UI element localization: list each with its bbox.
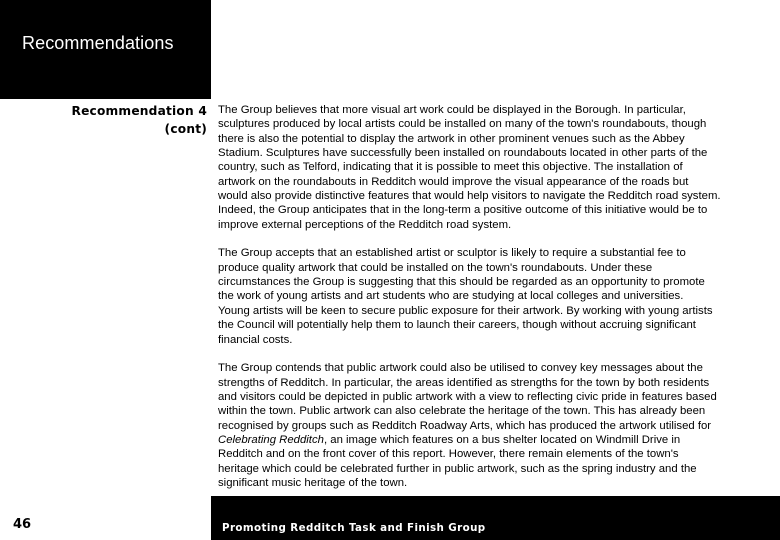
text-line: recognised by groups such as Redditch Roadway Arts, which has produced the artwork utilised for (218, 419, 712, 432)
text-line: Redditch and on the front cover of this report. However, there remain elements of the town's (218, 448, 679, 461)
paragraph-3 (218, 361, 774, 490)
recommendation-label (0, 102, 207, 138)
page-number: 46 (13, 517, 32, 532)
text-line: heritage which could be celebrated further in public artwork, such as the spring industry and the (218, 462, 697, 475)
text-fragment: , an image which features on a bus shelter located on Windmill Drive in (323, 433, 681, 446)
text-line: The Group contends that public artwork could also be utilised to convey key messages about the (218, 362, 703, 375)
text-line: significant music heritage of the town. (218, 476, 408, 489)
text-line: the Council will potentially help them to launch their careers, though without accruing significant (218, 319, 696, 332)
text-line: sculptures produced by local artists could be installed on many of the town's roundabouts, though (218, 118, 707, 131)
footer-bar (211, 496, 780, 540)
text-line: within the town. Public artwork can also celebrate the heritage of the town. This has already been (218, 405, 706, 418)
text-line: and visitors could be depicted in public artwork with a view to reflecting civic pride in features based (218, 390, 717, 403)
text-line: circumstances the Group is suggesting that this should be regarded as an opportunity to promote (218, 276, 705, 289)
text-line: financial costs. (218, 333, 293, 346)
text-line: Young artists will be keen to secure public exposure for their artwork. By working with young artists (218, 304, 713, 317)
text-line: produce quality artwork that could be installed on the town's roundabouts. Under these (218, 261, 653, 274)
text-line: would also provide distinctive features that would help visitors to navigate the Redditch road system. (218, 190, 721, 203)
footer-group-name: Promoting Redditch Task and Finish Group (222, 522, 486, 534)
paragraph-1 (218, 103, 774, 232)
text-line: improve external perceptions of the Redditch road system. (218, 218, 512, 231)
recommendation-continued: (cont) (164, 122, 207, 136)
text-line: Indeed, the Group anticipates that in the long-term a positive outcome of this initiative would be to (218, 204, 708, 217)
text-line: The Group believes that more visual art work could be displayed in the Borough. In particular, (218, 104, 686, 116)
paragraph-2 (218, 246, 774, 346)
text-line-with-title (218, 433, 774, 447)
text-line: country, such as Telford, indicating that it is possible to meet this objective. The installation of (218, 161, 683, 174)
section-header-block (0, 0, 211, 99)
recommendation-number: Recommendation 4 (71, 104, 207, 118)
text-line: the work of young artists and art students who are studying at local colleges and universities. (218, 290, 684, 303)
text-line: strengths of Redditch. In particular, the areas identified as strengths for the town by both residents (218, 376, 710, 389)
text-line: artwork on the roundabouts in Redditch would improve the visual appearance of the roads but (218, 175, 689, 188)
artwork-title: Celebrating Redditch (218, 433, 324, 446)
text-line: Stadium. Sculptures have successfully been installed on roundabouts located in other parts of the (218, 147, 708, 160)
text-line: The Group accepts that an established artist or sculptor is likely to require a substantial fee to (218, 247, 686, 260)
recommendation-body (218, 103, 774, 505)
text-line: there is also the potential to display the artwork in other prominent venues such as the Abbey (218, 132, 685, 145)
section-title: Recommendations (22, 33, 174, 53)
